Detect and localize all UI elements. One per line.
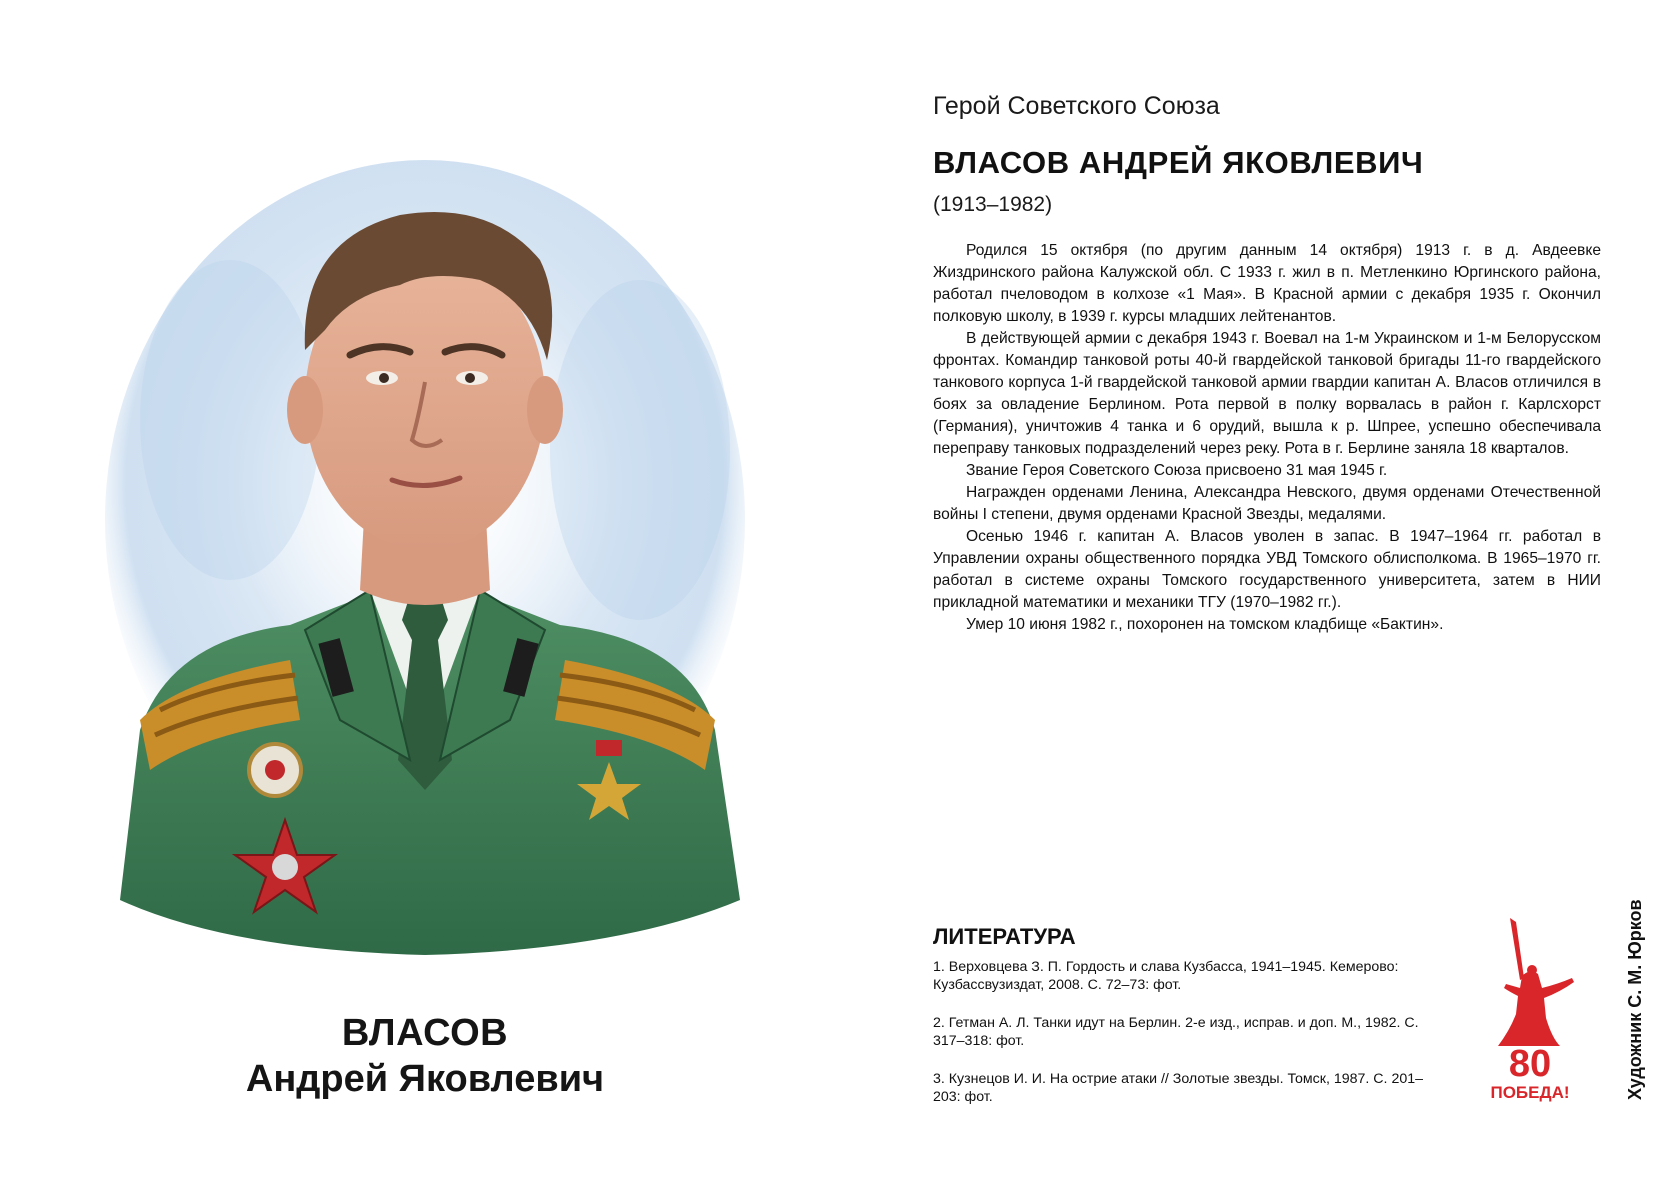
literature-list [933, 958, 1433, 1126]
logo-number: 80 [1508, 1043, 1552, 1085]
hero-title: Герой Советского Союза [933, 92, 1220, 120]
portrait-illustration [100, 120, 750, 970]
portrait-image [100, 120, 750, 970]
bio-paragraph: Награжден орденами Ленина, Александра Невского, двумя орденами Отечественной войны I степени, двумя орденами Красной Звезды, медалями. [933, 484, 1601, 523]
hero-name: ВЛАСОВ АНДРЕЙ ЯКОВЛЕВИЧ [933, 145, 1424, 180]
bio-paragraph: Осенью 1946 г. капитан А. Власов уволен в запас. В 1947–1964 гг. работал в Управлении охраны общественного порядка УВД Томского облисполкома. В 1965–1970 гг. работал в системе охраны Томского государственного университета, затем в НИИ прикладной математики и механики ТГУ (1970–1982 гг.). [933, 528, 1601, 611]
motherland-calls-statue-icon [1498, 918, 1574, 1046]
artist-credit: Художник С. М. Юрков [1625, 899, 1645, 1100]
life-years: (1913–1982) [933, 193, 1053, 216]
bio-paragraph: Умер 10 июня 1982 г., похоронен на томском кладбище «Бактин». [966, 616, 1444, 633]
bio-paragraph: Родился 15 октября (по другим данным 14 октября) 1913 г. в д. Авдеевке Жиздринского района Калужской обл. С 1933 г. жил в п. Метленкино Юргинского района, работал пчеловодом в колхозе «1 Мая». В Красной армии с декабря 1935 г. Окончил полковую школу, в 1939 г. курсы младших лейтенантов. [933, 242, 1601, 325]
victory-80-logo [1480, 918, 1580, 1103]
biography-text [933, 240, 1601, 636]
caption-given-names: Андрей Яковлевич [245, 1058, 605, 1100]
portrait-caption [100, 1010, 750, 1102]
literature-item: 2. Гетман А. Л. Танки идут на Берлин. 2-е изд., исправ. и доп. М., 1982. С. 317–318: фот. [933, 1015, 1419, 1049]
caption-surname: ВЛАСОВ [341, 1012, 509, 1054]
literature-item: 3. Кузнецов И. И. На острие атаки // Золотые звезды. Томск, 1987. С. 201–203: фот. [933, 1071, 1423, 1105]
bio-paragraph: Звание Героя Советского Союза присвоено 31 мая 1945 г. [966, 462, 1388, 479]
logo-word: ПОБЕДА! [1490, 1083, 1570, 1102]
bio-paragraph: В действующей армии с декабря 1943 г. Воевал на 1-м Украинском и 1-м Белорусском фронтах. Командир танковой роты 40-й гвардейской танковой бригады 11-го гвардейского танкового корпуса 1-й гвардейской танковой армии гвардии капитан А. Власов отличился в боях за овладение Берлином. Рота первой в полку ворвалась в район г. Карлсхорст (Германия), уничтожив 4 танка и 6 орудий, вышла к р. Шпрее, успешно обеспечивала переправу танковых подразделений через реку. Рота в г. Берлине заняла 18 кварталов. [933, 330, 1601, 457]
literature-heading: ЛИТЕРАТУРА [933, 924, 1076, 949]
literature-item: 1. Верховцева З. П. Гордость и слава Кузбасса, 1941–1945. Кемерово: Кузбассвузиздат, 2008. С. 72–73: фот. [933, 959, 1399, 993]
